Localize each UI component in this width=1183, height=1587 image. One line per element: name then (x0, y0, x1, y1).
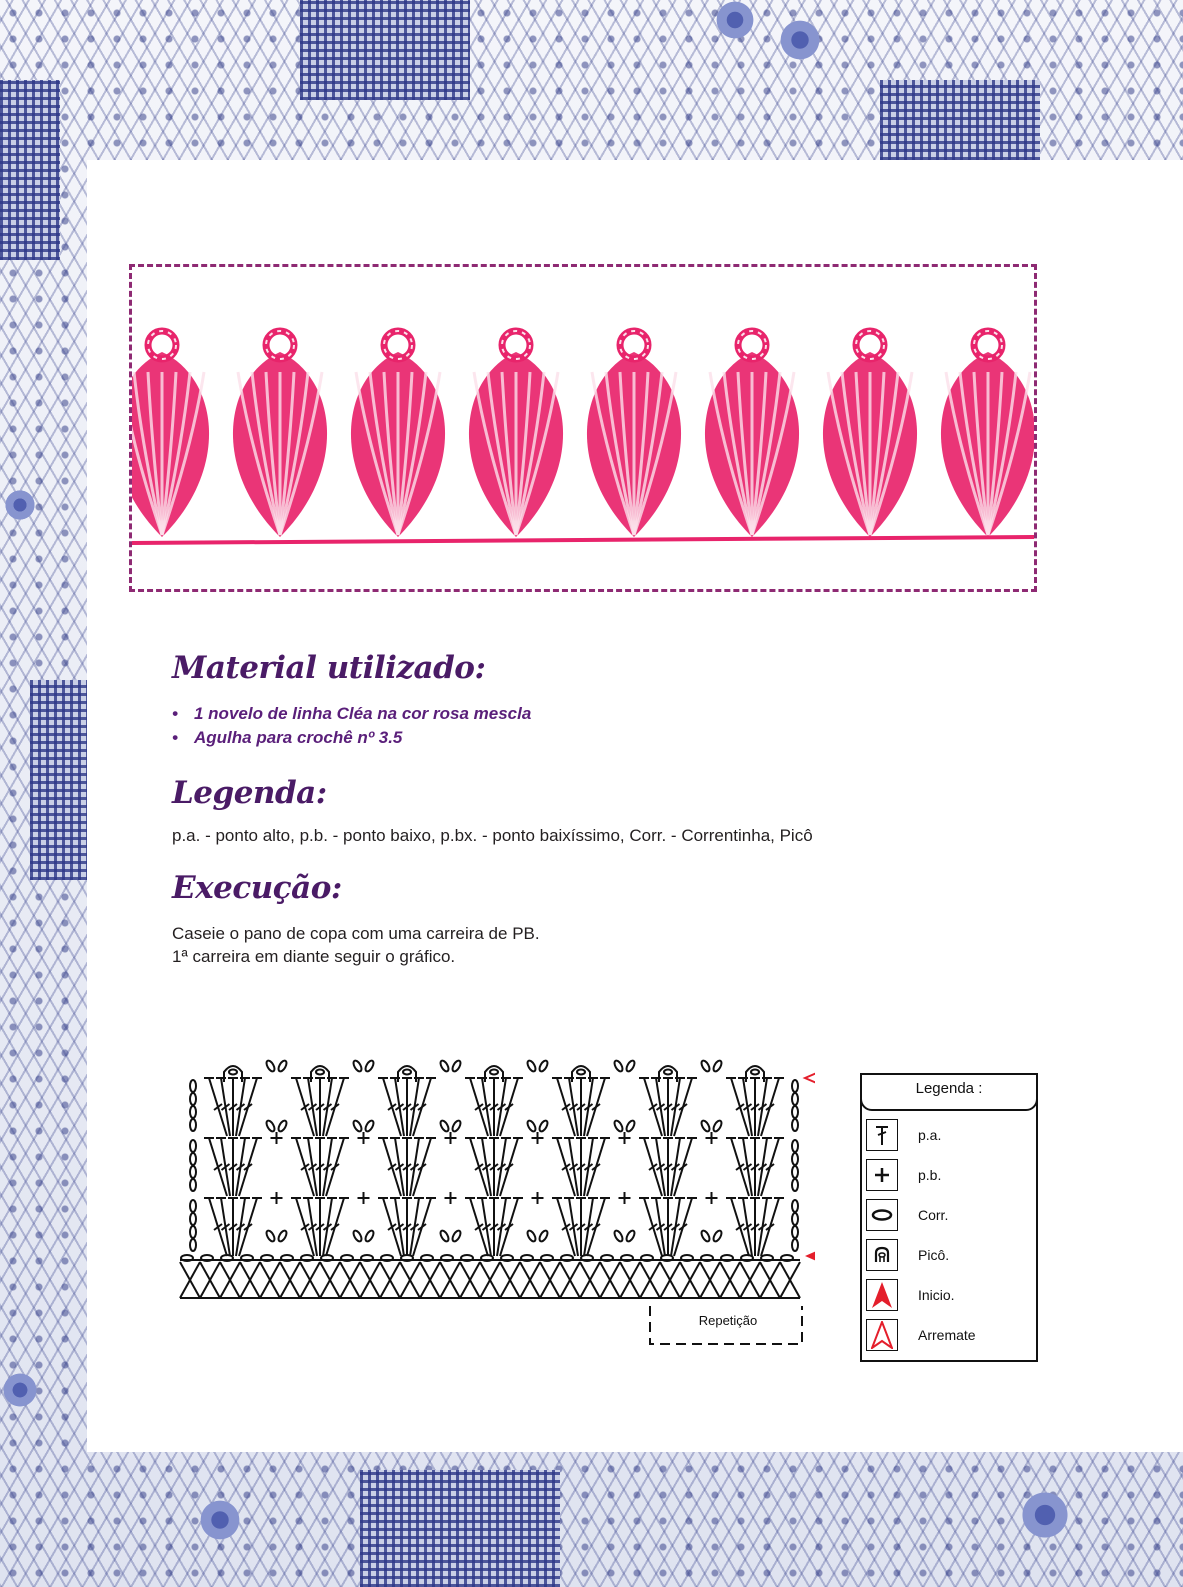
chain-icon (866, 1199, 898, 1231)
crochet-shell (941, 331, 1034, 537)
crochet-shell (233, 331, 327, 537)
start-arrow-icon (805, 1243, 815, 1269)
material-heading: Material utilizado: (172, 650, 486, 686)
legend-label: Corr. (918, 1207, 949, 1223)
flower-ornament (700, 0, 770, 40)
crochet-shell (587, 331, 681, 537)
photo-frame (129, 264, 1037, 592)
double-crochet-icon (866, 1119, 898, 1151)
flower-ornament (770, 10, 830, 70)
crochet-edging-photo (132, 267, 1034, 589)
legend-label: p.b. (918, 1167, 942, 1183)
finish-arrow-icon (866, 1319, 898, 1351)
crochet-shell (132, 331, 209, 537)
picot-icon (866, 1239, 898, 1271)
material-item: • Agulha para crochê nº 3.5 (172, 726, 531, 750)
legend-row-corr (866, 1199, 1034, 1233)
chart-row (190, 1192, 798, 1256)
flower-ornament (1010, 1480, 1080, 1550)
execution-heading: Execução: (172, 870, 342, 906)
execution-line: 1ª carreira em diante seguir o gráfico. (172, 947, 456, 966)
crochet-shell (705, 331, 799, 537)
border-pattern-left-2 (30, 680, 87, 880)
border-pattern-bottom (360, 1470, 560, 1587)
diagram-legend (860, 1073, 1038, 1362)
legend-title: Legenda : (860, 1073, 1038, 1111)
flower-ornament (0, 480, 40, 530)
legend-row-arremate (866, 1319, 1034, 1353)
legend-row-pb (866, 1159, 1034, 1193)
legend-label: Picô. (918, 1247, 950, 1263)
crochet-chart-diagram (175, 1058, 815, 1358)
border-pattern-top-2 (880, 80, 1040, 160)
chart-row (190, 1059, 798, 1136)
start-arrow-icon (866, 1279, 898, 1311)
legend-row-inicio (866, 1279, 1034, 1313)
crochet-shell (351, 331, 445, 537)
legend-heading: Legenda: (172, 775, 327, 811)
legend-label: p.a. (918, 1127, 942, 1143)
finish-arrow-icon (805, 1066, 815, 1090)
legend-row-pico (866, 1239, 1034, 1273)
material-item: • 1 novelo de linha Cléa na cor rosa mescla (172, 702, 531, 726)
foundation-row (180, 1255, 800, 1298)
border-pattern-left (0, 80, 60, 260)
flower-ornament (190, 1490, 250, 1550)
legend-label: Arremate (918, 1327, 976, 1343)
single-crochet-icon (866, 1159, 898, 1191)
crochet-shell (469, 331, 563, 537)
material-list (172, 702, 531, 750)
legend-text: p.a. - ponto alto, p.b. - ponto baixo, p.bx. - ponto baixíssimo, Corr. - Correntinha, Picô (172, 826, 813, 845)
execution-line: Caseie o pano de copa com uma carreira de PB. (172, 924, 540, 943)
repeat-label: Repetição (698, 1313, 758, 1328)
legend-label: Inicio. (918, 1287, 955, 1303)
border-pattern-top (300, 0, 470, 100)
flower-ornament (0, 1360, 40, 1420)
base-chain (132, 537, 1034, 543)
legend-row-pa (866, 1119, 1034, 1153)
crochet-shell (823, 331, 917, 537)
